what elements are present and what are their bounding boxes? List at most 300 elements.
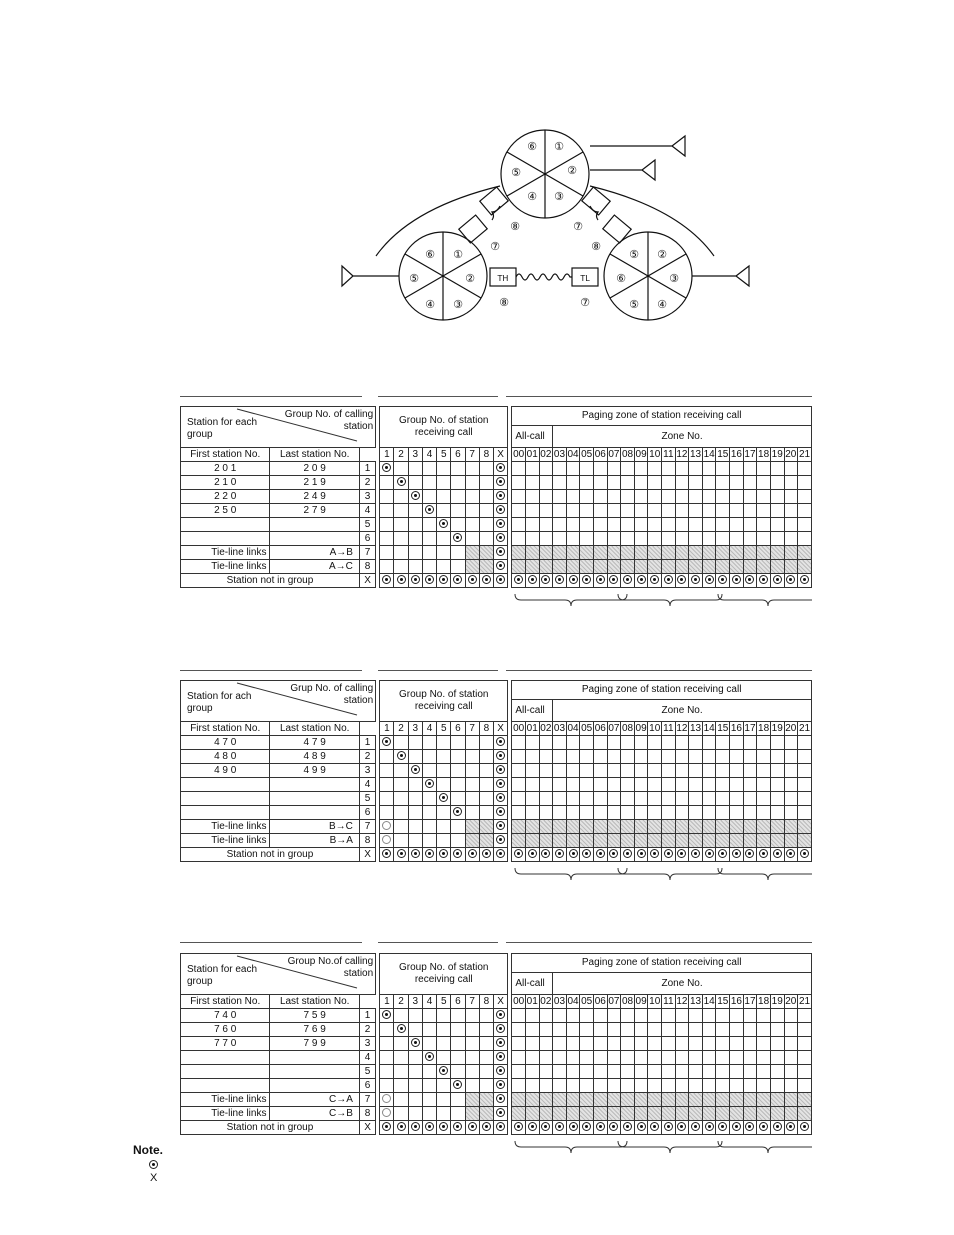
paging-zone-header: Paging zone of station receiving call <box>512 954 812 973</box>
zone-col-00: 00 <box>513 448 525 460</box>
group-col-X: X <box>494 722 508 736</box>
group-col-8: 8 <box>479 722 493 736</box>
selected-mark-icon <box>453 807 462 816</box>
row-group-no: X <box>359 574 375 588</box>
selected-mark-icon <box>382 1010 391 1019</box>
circle-a-4: ④ <box>527 190 537 203</box>
selected-mark-icon <box>397 751 406 760</box>
zone-col-18: 18 <box>758 722 770 734</box>
selected-mark-icon <box>773 849 782 858</box>
selected-mark-icon <box>439 1066 448 1075</box>
zone-col-03: 03 <box>553 448 566 460</box>
table-row <box>181 792 812 806</box>
selected-mark-icon <box>541 849 550 858</box>
group-col-3: 3 <box>408 722 422 736</box>
selected-mark-icon <box>468 849 477 858</box>
zone-col-16: 16 <box>730 448 742 460</box>
selected-mark-icon <box>745 575 754 584</box>
selected-mark-icon <box>411 1038 420 1047</box>
selected-mark-icon <box>496 807 505 816</box>
row-group-no: 7 <box>359 546 375 560</box>
last-station-cell <box>270 1065 359 1079</box>
zone-col-07: 07 <box>608 995 620 1007</box>
zone-col-03: 03 <box>553 995 566 1007</box>
table-row <box>181 574 812 588</box>
group-col-5: 5 <box>437 995 451 1009</box>
selected-mark-icon <box>496 835 505 844</box>
tie-line-route: B→A <box>270 834 359 848</box>
zone-col-12: 12 <box>676 722 688 734</box>
last-station-cell: 7 5 9 <box>270 1009 359 1023</box>
last-station-cell: 4 7 9 <box>270 736 359 750</box>
tie-line-route: A→B <box>270 546 359 560</box>
selected-mark-icon <box>637 575 646 584</box>
row-group-no: 6 <box>359 806 375 820</box>
selected-mark-icon <box>453 575 462 584</box>
selected-mark-icon <box>411 849 420 858</box>
row-group-no: X <box>359 1121 375 1135</box>
group-col-2: 2 <box>394 722 408 736</box>
table-row <box>181 1107 812 1121</box>
calling-group-header: Grup No. of calling station <box>290 683 374 706</box>
note <box>133 1143 163 1185</box>
zone-col-12: 12 <box>676 995 688 1007</box>
table-row <box>181 1009 812 1023</box>
selected-mark-icon <box>397 575 406 584</box>
selected-mark-icon <box>705 1122 714 1131</box>
row-group-no: X <box>359 848 375 862</box>
selected-mark-icon <box>718 575 727 584</box>
svg-text:②: ② <box>657 248 667 261</box>
selected-mark-icon <box>541 575 550 584</box>
selected-mark-icon <box>650 849 659 858</box>
selected-mark-icon <box>397 477 406 486</box>
table2-zone-braces <box>180 868 812 880</box>
selected-mark-icon <box>705 575 714 584</box>
selected-mark-icon <box>482 575 491 584</box>
group-col-6: 6 <box>451 722 465 736</box>
zone-col-07: 07 <box>608 722 620 734</box>
selected-mark-icon <box>468 1122 477 1131</box>
selected-mark-icon <box>718 849 727 858</box>
selected-mark-icon <box>439 575 448 584</box>
zone-no-header: Zone No. <box>553 973 812 995</box>
selected-mark-icon <box>425 849 434 858</box>
zone-col-00: 00 <box>513 722 525 734</box>
selected-mark-icon <box>439 519 448 528</box>
last-station-cell: 4 9 9 <box>270 764 359 778</box>
table-row <box>181 1023 812 1037</box>
station-for-group-header: Station for each group <box>187 417 258 440</box>
row-group-no: 4 <box>359 778 375 792</box>
row-group-no: 8 <box>359 560 375 574</box>
selected-mark-icon <box>773 1122 782 1131</box>
row-group-no: 7 <box>359 820 375 834</box>
last-station-cell <box>270 778 359 792</box>
calling-group-header: Group No. of calling station <box>284 409 374 432</box>
selected-mark-icon <box>637 1122 646 1131</box>
first-station-cell: 7 4 0 <box>181 1009 270 1023</box>
zone-col-10: 10 <box>649 448 661 460</box>
zone-col-04: 04 <box>567 448 579 460</box>
selected-mark-icon <box>582 575 591 584</box>
last-station-cell: 7 9 9 <box>270 1037 359 1051</box>
selected-mark-icon <box>569 1122 578 1131</box>
selected-mark-icon <box>496 849 505 858</box>
selected-mark-icon <box>425 779 434 788</box>
zone-col-09: 09 <box>635 995 647 1007</box>
first-station-cell <box>181 1079 270 1093</box>
table-row <box>181 778 812 792</box>
group-col-8: 8 <box>479 995 493 1009</box>
selected-mark-icon <box>637 849 646 858</box>
zone-col-01: 01 <box>526 722 538 734</box>
last-station-header: Last station No. <box>270 448 359 462</box>
zone-col-11: 11 <box>663 722 674 734</box>
first-station-cell: 2 0 1 <box>181 462 270 476</box>
selected-mark-icon <box>382 737 391 746</box>
first-station-header: First station No. <box>181 995 270 1009</box>
zone-col-07: 07 <box>608 448 620 460</box>
tie-line-route: A→C <box>270 560 359 574</box>
zone-col-18: 18 <box>758 995 770 1007</box>
zone-col-02: 02 <box>540 448 552 460</box>
row-group-no: 2 <box>359 750 375 764</box>
svg-text:①: ① <box>453 248 463 261</box>
first-station-cell <box>181 1051 270 1065</box>
tie-line-label: Tie-line links <box>181 820 270 834</box>
selected-mark-icon <box>496 737 505 746</box>
svg-text:⑦: ⑦ <box>490 240 500 253</box>
selected-mark-icon <box>453 1080 462 1089</box>
table-row <box>181 820 812 834</box>
zone-col-11: 11 <box>663 448 674 460</box>
zone-col-13: 13 <box>689 995 702 1007</box>
table-row <box>181 848 812 862</box>
tie-line-route: C→A <box>270 1093 359 1107</box>
zone-col-16: 16 <box>730 722 742 734</box>
tie-line-label: Tie-line links <box>181 560 270 574</box>
zone-col-16: 16 <box>730 995 742 1007</box>
selected-mark-icon <box>496 547 505 556</box>
zone-col-05: 05 <box>581 448 593 460</box>
selected-mark-icon <box>397 1024 406 1033</box>
group-col-4: 4 <box>422 448 436 462</box>
selected-mark-icon <box>453 849 462 858</box>
tie-line-route: C→B <box>270 1107 359 1121</box>
table1-rules <box>180 396 812 402</box>
selected-mark-icon <box>149 1160 158 1169</box>
selected-mark-icon <box>496 1094 505 1103</box>
selected-mark-icon <box>800 849 809 858</box>
first-station-cell <box>181 806 270 820</box>
selected-mark-icon <box>609 1122 618 1131</box>
selected-mark-icon <box>800 575 809 584</box>
table3-zone-braces <box>180 1141 812 1153</box>
zone-col-06: 06 <box>594 722 606 734</box>
selected-mark-icon <box>496 751 505 760</box>
selected-mark-icon <box>609 575 618 584</box>
first-station-cell: 4 8 0 <box>181 750 270 764</box>
selected-mark-icon <box>496 1024 505 1033</box>
selected-mark-icon <box>609 849 618 858</box>
group-col-X: X <box>494 448 508 462</box>
last-station-cell: 2 1 9 <box>270 476 359 490</box>
last-station-cell <box>270 806 359 820</box>
circle-a-3: ③ <box>554 190 564 203</box>
selected-mark-icon <box>759 1122 768 1131</box>
selected-mark-icon <box>732 849 741 858</box>
zone-col-19: 19 <box>771 995 783 1007</box>
selected-mark-icon <box>397 849 406 858</box>
table-row <box>181 1037 812 1051</box>
last-station-cell: 7 6 9 <box>270 1023 359 1037</box>
table-row <box>181 476 812 490</box>
zone-col-06: 06 <box>594 448 606 460</box>
svg-text:TL: TL <box>580 274 590 283</box>
selected-mark-icon <box>582 849 591 858</box>
first-station-header: First station No. <box>181 722 270 736</box>
selected-mark-icon <box>496 561 505 570</box>
selected-mark-icon <box>496 477 505 486</box>
group-col-6: 6 <box>451 448 465 462</box>
zone-col-14: 14 <box>703 722 715 734</box>
selected-mark-icon <box>411 1122 420 1131</box>
selected-mark-icon <box>541 1122 550 1131</box>
zone-col-00: 00 <box>513 995 525 1007</box>
circle-a-5: ⑤ <box>511 166 521 179</box>
group-col-2: 2 <box>394 995 408 1009</box>
svg-text:⑤: ⑤ <box>629 298 639 311</box>
tie-line-diagram <box>300 128 780 358</box>
empty-mark-icon <box>382 835 391 844</box>
zone-col-02: 02 <box>540 995 552 1007</box>
selected-mark-icon <box>496 463 505 472</box>
table-row <box>181 1079 812 1093</box>
selected-mark-icon <box>623 575 632 584</box>
row-group-no: 5 <box>359 792 375 806</box>
row-group-no: 4 <box>359 504 375 518</box>
selected-mark-icon <box>496 1066 505 1075</box>
selected-mark-icon <box>425 1052 434 1061</box>
tie-line-label: Tie-line links <box>181 546 270 560</box>
svg-text:③: ③ <box>453 298 463 311</box>
tie-line-label: Tie-line links <box>181 834 270 848</box>
table-row <box>181 1121 812 1135</box>
group-col-8: 8 <box>479 448 493 462</box>
selected-mark-icon <box>496 779 505 788</box>
receiving-group-header: Group No. of station receiving call <box>380 407 508 448</box>
zone-col-19: 19 <box>771 722 783 734</box>
last-station-cell <box>270 1079 359 1093</box>
selected-mark-icon <box>650 1122 659 1131</box>
selected-mark-icon <box>596 849 605 858</box>
routing-table-b <box>180 680 812 862</box>
row-group-no: 6 <box>359 1079 375 1093</box>
last-station-cell <box>270 1051 359 1065</box>
selected-mark-icon <box>677 849 686 858</box>
selected-mark-icon <box>496 1052 505 1061</box>
selected-mark-icon <box>496 765 505 774</box>
selected-mark-icon <box>677 575 686 584</box>
svg-text:⑤: ⑤ <box>629 248 639 261</box>
group-col-1: 1 <box>380 995 394 1009</box>
row-group-no: 1 <box>359 1009 375 1023</box>
tie-line-label: Tie-line links <box>181 1093 270 1107</box>
zone-col-14: 14 <box>703 995 715 1007</box>
selected-mark-icon <box>514 849 523 858</box>
selected-mark-icon <box>411 491 420 500</box>
row-group-no: 6 <box>359 532 375 546</box>
zone-col-17: 17 <box>744 722 756 734</box>
last-station-cell <box>270 792 359 806</box>
table-row <box>181 834 812 848</box>
zone-col-21: 21 <box>799 722 811 734</box>
svg-text:⑥: ⑥ <box>616 272 626 285</box>
row-group-no: 5 <box>359 1065 375 1079</box>
selected-mark-icon <box>623 849 632 858</box>
table-row <box>181 736 812 750</box>
zone-col-06: 06 <box>594 995 606 1007</box>
zone-col-10: 10 <box>649 995 661 1007</box>
zone-col-14: 14 <box>703 448 715 460</box>
selected-mark-icon <box>555 1122 564 1131</box>
zone-col-01: 01 <box>526 448 538 460</box>
zone-col-04: 04 <box>567 722 579 734</box>
row-group-no: 2 <box>359 476 375 490</box>
first-station-cell <box>181 1065 270 1079</box>
selected-mark-icon <box>732 575 741 584</box>
selected-mark-icon <box>411 575 420 584</box>
first-station-cell: 2 2 0 <box>181 490 270 504</box>
selected-mark-icon <box>664 849 673 858</box>
table-row <box>181 806 812 820</box>
selected-mark-icon <box>496 1108 505 1117</box>
not-in-group-label: Station not in group <box>181 848 360 862</box>
svg-text:⑦: ⑦ <box>573 220 583 233</box>
all-call-header: All-call <box>512 973 553 995</box>
selected-mark-icon <box>411 765 420 774</box>
selected-mark-icon <box>496 1038 505 1047</box>
group-col-X: X <box>494 995 508 1009</box>
selected-mark-icon <box>745 849 754 858</box>
circle-a-1: ① <box>554 140 564 153</box>
table3-rules <box>180 942 812 948</box>
last-station-cell: 4 8 9 <box>270 750 359 764</box>
group-col-7: 7 <box>465 995 479 1009</box>
last-station-header: Last station No. <box>270 995 359 1009</box>
selected-mark-icon <box>677 1122 686 1131</box>
first-station-cell: 7 6 0 <box>181 1023 270 1037</box>
zone-no-header: Zone No. <box>553 426 812 448</box>
zone-col-04: 04 <box>567 995 579 1007</box>
selected-mark-icon <box>759 849 768 858</box>
tie-line-route: B→C <box>270 820 359 834</box>
selected-mark-icon <box>482 1122 491 1131</box>
table-row <box>181 462 812 476</box>
svg-text:TH: TH <box>497 274 509 283</box>
note-title: Note. <box>133 1143 163 1157</box>
selected-mark-icon <box>691 1122 700 1131</box>
selected-mark-icon <box>569 575 578 584</box>
table-row <box>181 1065 812 1079</box>
table-row <box>181 764 812 778</box>
note-x: X <box>150 1172 158 1184</box>
first-station-cell <box>181 778 270 792</box>
row-group-no: 8 <box>359 834 375 848</box>
selected-mark-icon <box>555 575 564 584</box>
selected-mark-icon <box>496 793 505 802</box>
selected-mark-icon <box>555 849 564 858</box>
zone-col-08: 08 <box>621 448 634 460</box>
selected-mark-icon <box>800 1122 809 1131</box>
svg-text:⑧: ⑧ <box>510 220 520 233</box>
zone-col-21: 21 <box>799 995 811 1007</box>
empty-mark-icon <box>382 1094 391 1103</box>
group-col-4: 4 <box>422 722 436 736</box>
group-col-3: 3 <box>408 448 422 462</box>
all-call-header: All-call <box>512 700 553 722</box>
selected-mark-icon <box>496 505 505 514</box>
zone-col-20: 20 <box>785 995 797 1007</box>
paging-zone-header: Paging zone of station receiving call <box>512 407 812 426</box>
selected-mark-icon <box>482 849 491 858</box>
first-station-cell: 2 1 0 <box>181 476 270 490</box>
selected-mark-icon <box>425 505 434 514</box>
last-station-header: Last station No. <box>270 722 359 736</box>
receiving-group-header: Group No. of station receiving call <box>380 954 508 995</box>
table-row <box>181 504 812 518</box>
selected-mark-icon <box>596 575 605 584</box>
first-station-header: First station No. <box>181 448 270 462</box>
first-station-cell: 7 7 0 <box>181 1037 270 1051</box>
last-station-cell <box>270 518 359 532</box>
row-group-no: 1 <box>359 462 375 476</box>
selected-mark-icon <box>786 1122 795 1131</box>
receiving-group-header: Group No. of station receiving call <box>380 681 508 722</box>
selected-mark-icon <box>786 849 795 858</box>
first-station-cell: 2 5 0 <box>181 504 270 518</box>
last-station-cell <box>270 532 359 546</box>
svg-text:④: ④ <box>657 298 667 311</box>
zone-col-13: 13 <box>689 448 702 460</box>
zone-col-03: 03 <box>553 722 566 734</box>
zone-col-20: 20 <box>785 448 797 460</box>
svg-text:③: ③ <box>669 272 679 285</box>
selected-mark-icon <box>528 849 537 858</box>
group-col-2: 2 <box>394 448 408 462</box>
circle-a-6: ⑥ <box>527 140 537 153</box>
zone-col-13: 13 <box>689 722 702 734</box>
group-col-6: 6 <box>451 995 465 1009</box>
svg-text:⑧: ⑧ <box>499 296 509 309</box>
zone-col-09: 09 <box>635 448 647 460</box>
selected-mark-icon <box>664 1122 673 1131</box>
zone-col-11: 11 <box>663 995 674 1007</box>
zone-col-08: 08 <box>621 995 634 1007</box>
selected-mark-icon <box>439 849 448 858</box>
selected-mark-icon <box>468 575 477 584</box>
row-group-no: 5 <box>359 518 375 532</box>
svg-text:②: ② <box>465 272 475 285</box>
zone-col-21: 21 <box>799 448 811 460</box>
group-col-7: 7 <box>465 722 479 736</box>
zone-col-09: 09 <box>635 722 647 734</box>
row-group-no: 4 <box>359 1051 375 1065</box>
group-col-4: 4 <box>422 995 436 1009</box>
table-row <box>181 490 812 504</box>
svg-text:⑥: ⑥ <box>425 248 435 261</box>
